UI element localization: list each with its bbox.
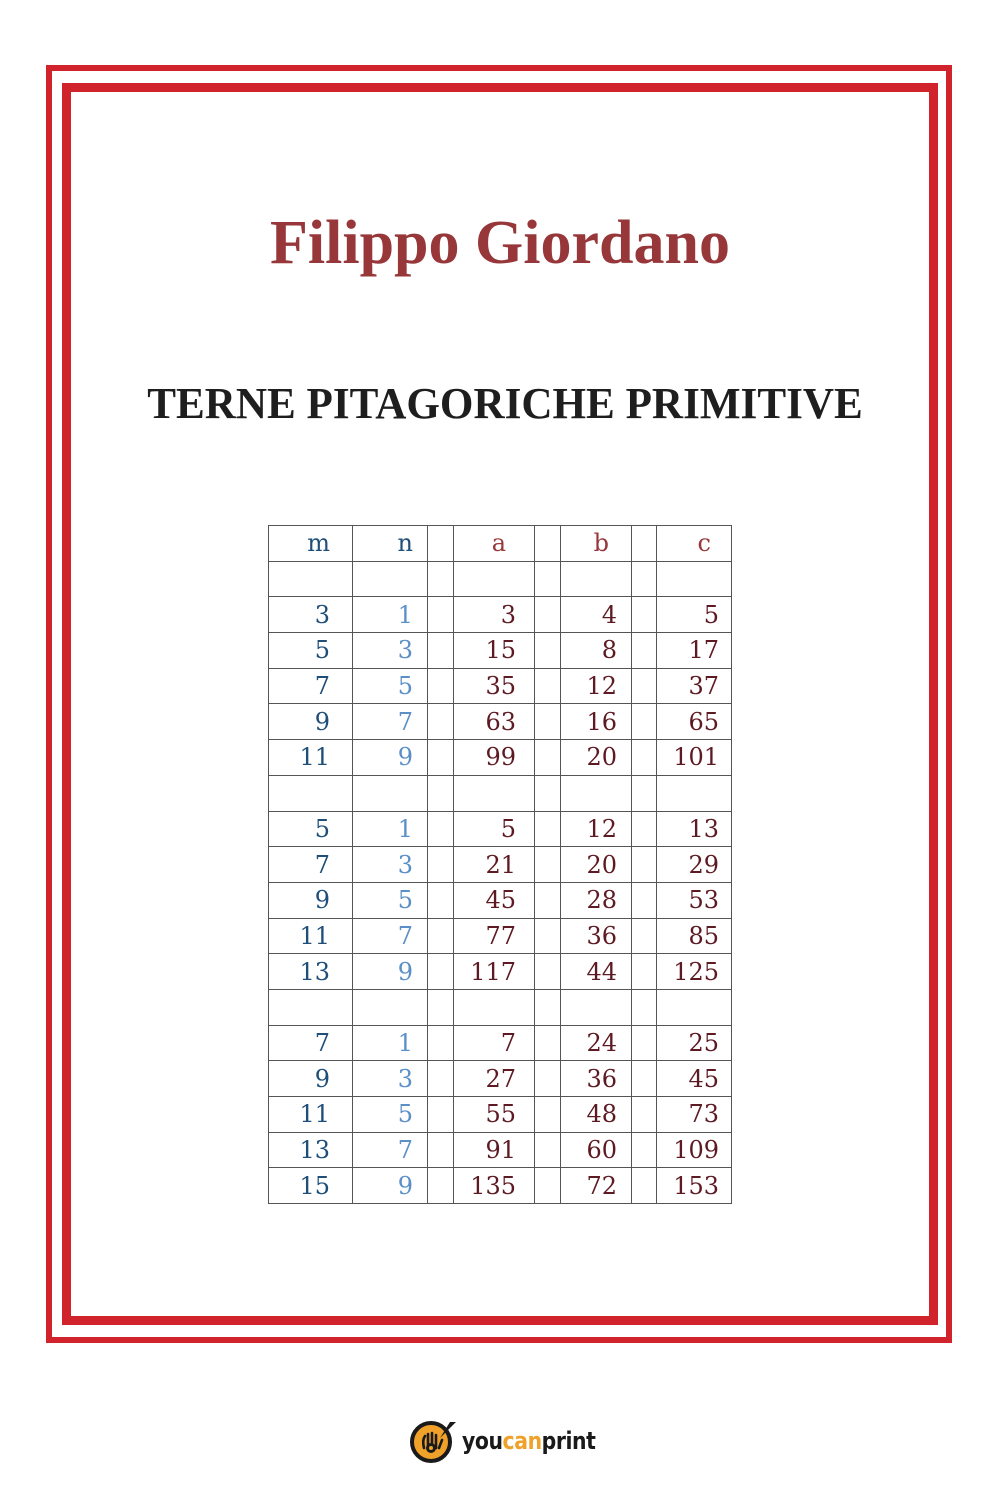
cell-a: 27	[454, 1061, 535, 1097]
cell-a: 91	[454, 1132, 535, 1168]
empty-cell	[454, 989, 535, 1025]
cell-n: 3	[353, 1061, 428, 1097]
spacer-cell	[535, 847, 561, 883]
cell-m: 9	[269, 1061, 353, 1097]
blank-separator-row	[269, 989, 732, 1025]
cell-b: 12	[561, 668, 632, 704]
spacer-cell	[632, 1061, 657, 1097]
spacer-cell	[535, 1168, 561, 1204]
cell-c: 29	[657, 847, 732, 883]
cell-c: 125	[657, 954, 732, 990]
spacer-cell	[632, 1097, 657, 1133]
header-a: a	[454, 526, 535, 562]
header-b: b	[561, 526, 632, 562]
spacer-cell	[428, 704, 454, 740]
cell-b: 12	[561, 811, 632, 847]
spacer-cell	[428, 811, 454, 847]
table-row	[269, 1061, 732, 1097]
spacer-cell	[535, 1097, 561, 1133]
cell-m: 7	[269, 847, 353, 883]
spacer-cell	[632, 1025, 657, 1061]
table-row	[269, 597, 732, 633]
spacer-cell	[535, 811, 561, 847]
spacer-cell	[632, 668, 657, 704]
hand-check-circle-icon	[410, 1418, 458, 1464]
cell-c: 85	[657, 918, 732, 954]
table-body	[269, 561, 732, 1203]
cell-m: 5	[269, 633, 353, 669]
cell-m: 9	[269, 704, 353, 740]
spacer-cell	[428, 847, 454, 883]
spacer-cell	[632, 561, 657, 597]
empty-cell	[657, 989, 732, 1025]
cell-c: 53	[657, 882, 732, 918]
cell-b: 72	[561, 1168, 632, 1204]
header-n: n	[353, 526, 428, 562]
spacer-cell	[632, 1132, 657, 1168]
spacer-cell	[428, 954, 454, 990]
spacer-cell	[535, 882, 561, 918]
empty-cell	[353, 561, 428, 597]
book-title: TERNE PITAGORICHE PRIMITIVE	[147, 379, 863, 428]
table-row	[269, 633, 732, 669]
spacer-cell	[428, 1025, 454, 1061]
cell-c: 153	[657, 1168, 732, 1204]
spacer-cell	[535, 1061, 561, 1097]
spacer-cell	[632, 882, 657, 918]
cell-n: 3	[353, 633, 428, 669]
cell-c: 65	[657, 704, 732, 740]
table-row	[269, 1132, 732, 1168]
spacer-cell	[632, 811, 657, 847]
empty-cell	[454, 561, 535, 597]
cell-n: 5	[353, 1097, 428, 1133]
spacer-cell	[535, 526, 561, 562]
cell-n: 9	[353, 954, 428, 990]
empty-cell	[269, 989, 353, 1025]
cell-c: 25	[657, 1025, 732, 1061]
table-row	[269, 668, 732, 704]
spacer-cell	[428, 1061, 454, 1097]
cell-b: 60	[561, 1132, 632, 1168]
spacer-cell	[535, 954, 561, 990]
empty-cell	[269, 775, 353, 811]
table-row	[269, 1097, 732, 1133]
cell-c: 45	[657, 1061, 732, 1097]
cell-b: 24	[561, 1025, 632, 1061]
cell-m: 15	[269, 1168, 353, 1204]
cell-m: 11	[269, 740, 353, 776]
cell-n: 1	[353, 811, 428, 847]
spacer-cell	[428, 633, 454, 669]
cell-a: 35	[454, 668, 535, 704]
cell-a: 55	[454, 1097, 535, 1133]
spacer-cell	[632, 847, 657, 883]
author-name: Filippo Giordano	[270, 209, 730, 277]
cell-c: 109	[657, 1132, 732, 1168]
spacer-cell	[632, 1168, 657, 1204]
header-c: c	[657, 526, 732, 562]
cell-b: 36	[561, 918, 632, 954]
cell-a: 117	[454, 954, 535, 990]
spacer-cell	[632, 633, 657, 669]
cell-b: 44	[561, 954, 632, 990]
header-m: m	[269, 526, 353, 562]
spacer-cell	[535, 561, 561, 597]
cell-a: 45	[454, 882, 535, 918]
cell-n: 1	[353, 597, 428, 633]
spacer-cell	[535, 775, 561, 811]
spacer-cell	[632, 526, 657, 562]
spacer-cell	[535, 597, 561, 633]
cell-b: 8	[561, 633, 632, 669]
cell-c: 17	[657, 633, 732, 669]
spacer-cell	[428, 740, 454, 776]
cell-c: 37	[657, 668, 732, 704]
spacer-cell	[535, 1132, 561, 1168]
cell-a: 77	[454, 918, 535, 954]
spacer-cell	[428, 882, 454, 918]
spacer-cell	[428, 526, 454, 562]
empty-cell	[561, 561, 632, 597]
cell-c: 5	[657, 597, 732, 633]
cell-n: 9	[353, 740, 428, 776]
spacer-cell	[535, 704, 561, 740]
table-row	[269, 704, 732, 740]
cell-a: 7	[454, 1025, 535, 1061]
cell-b: 4	[561, 597, 632, 633]
spacer-cell	[428, 1168, 454, 1204]
cell-m: 9	[269, 882, 353, 918]
spacer-cell	[535, 918, 561, 954]
cell-b: 36	[561, 1061, 632, 1097]
cell-n: 3	[353, 847, 428, 883]
cell-n: 7	[353, 1132, 428, 1168]
spacer-cell	[428, 989, 454, 1025]
spacer-cell	[428, 775, 454, 811]
cell-n: 9	[353, 1168, 428, 1204]
blank-separator-row	[269, 561, 732, 597]
cell-m: 7	[269, 668, 353, 704]
empty-cell	[353, 775, 428, 811]
spacer-cell	[428, 561, 454, 597]
publisher-name: youcanprint	[462, 1427, 596, 1455]
spacer-cell	[535, 668, 561, 704]
table-row	[269, 847, 732, 883]
spacer-cell	[535, 633, 561, 669]
spacer-cell	[535, 989, 561, 1025]
empty-cell	[561, 989, 632, 1025]
spacer-cell	[632, 740, 657, 776]
spacer-cell	[535, 740, 561, 776]
cell-c: 73	[657, 1097, 732, 1133]
cell-m: 13	[269, 954, 353, 990]
spacer-cell	[535, 1025, 561, 1061]
table-row	[269, 882, 732, 918]
spacer-cell	[428, 1132, 454, 1168]
cell-m: 3	[269, 597, 353, 633]
cell-a: 3	[454, 597, 535, 633]
cell-a: 15	[454, 633, 535, 669]
cell-c: 13	[657, 811, 732, 847]
cell-c: 101	[657, 740, 732, 776]
cell-a: 63	[454, 704, 535, 740]
cell-a: 135	[454, 1168, 535, 1204]
cell-a: 99	[454, 740, 535, 776]
spacer-cell	[632, 954, 657, 990]
spacer-cell	[428, 1097, 454, 1133]
table-row	[269, 1168, 732, 1204]
empty-cell	[353, 989, 428, 1025]
empty-cell	[561, 775, 632, 811]
cell-m: 11	[269, 918, 353, 954]
cell-b: 20	[561, 847, 632, 883]
table-row	[269, 918, 732, 954]
cell-b: 48	[561, 1097, 632, 1133]
spacer-cell	[428, 668, 454, 704]
cell-m: 11	[269, 1097, 353, 1133]
empty-cell	[454, 775, 535, 811]
spacer-cell	[428, 597, 454, 633]
cell-n: 5	[353, 882, 428, 918]
cell-m: 5	[269, 811, 353, 847]
blank-separator-row	[269, 775, 732, 811]
table-row	[269, 811, 732, 847]
spacer-cell	[632, 918, 657, 954]
empty-cell	[269, 561, 353, 597]
cell-a: 5	[454, 811, 535, 847]
empty-cell	[657, 775, 732, 811]
cell-n: 1	[353, 1025, 428, 1061]
empty-cell	[657, 561, 732, 597]
cell-a: 21	[454, 847, 535, 883]
spacer-cell	[428, 918, 454, 954]
cell-b: 28	[561, 882, 632, 918]
spacer-cell	[632, 597, 657, 633]
table-header-row	[269, 526, 732, 562]
cell-n: 7	[353, 704, 428, 740]
cell-m: 13	[269, 1132, 353, 1168]
pythagorean-triples-table	[268, 525, 732, 1204]
table-row	[269, 1025, 732, 1061]
table-row	[269, 954, 732, 990]
spacer-cell	[632, 989, 657, 1025]
cell-n: 7	[353, 918, 428, 954]
publisher-logo	[410, 1418, 619, 1464]
table-row	[269, 740, 732, 776]
cell-m: 7	[269, 1025, 353, 1061]
spacer-cell	[632, 775, 657, 811]
spacer-cell	[632, 704, 657, 740]
cell-n: 5	[353, 668, 428, 704]
cell-b: 20	[561, 740, 632, 776]
cell-b: 16	[561, 704, 632, 740]
